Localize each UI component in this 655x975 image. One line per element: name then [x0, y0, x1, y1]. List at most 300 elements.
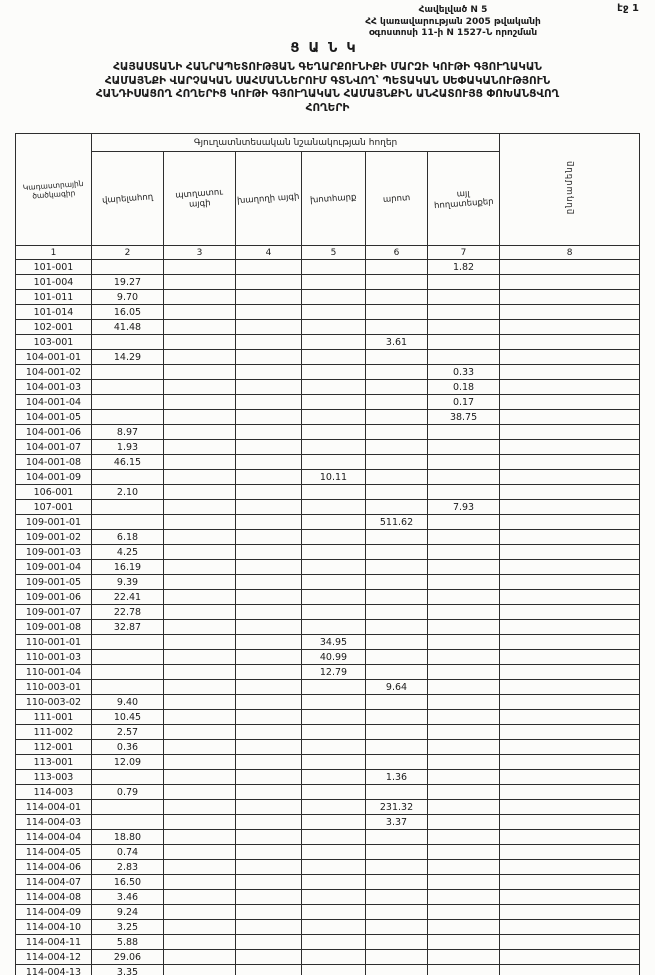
value-cell — [164, 470, 236, 485]
cadastral-code-cell: 104-001-07 — [16, 440, 92, 455]
value-cell — [428, 815, 500, 830]
value-cell — [302, 260, 366, 275]
cadastral-code-cell: 101-011 — [16, 290, 92, 305]
value-cell — [302, 785, 366, 800]
cadastral-code-cell: 104-001-08 — [16, 455, 92, 470]
cadastral-code-cell: 110-001-01 — [16, 635, 92, 650]
value-cell — [366, 395, 428, 410]
value-cell — [302, 530, 366, 545]
value-cell — [236, 590, 302, 605]
value-cell — [92, 815, 164, 830]
value-cell — [92, 650, 164, 665]
value-cell: 22.78 — [92, 605, 164, 620]
value-cell — [164, 875, 236, 890]
cadastral-code-cell: 114-004-04 — [16, 830, 92, 845]
value-cell — [366, 710, 428, 725]
value-cell: 40.99 — [302, 650, 366, 665]
value-cell — [302, 500, 366, 515]
value-cell — [428, 860, 500, 875]
cadastral-code-cell: 109-001-03 — [16, 545, 92, 560]
column-number: 7 — [428, 246, 500, 260]
value-cell — [366, 950, 428, 965]
value-cell — [164, 395, 236, 410]
value-cell — [366, 890, 428, 905]
value-cell — [236, 680, 302, 695]
value-cell — [500, 860, 640, 875]
value-cell — [302, 605, 366, 620]
table-row — [16, 605, 640, 620]
value-cell — [236, 470, 302, 485]
value-cell — [366, 485, 428, 500]
value-cell — [302, 395, 366, 410]
value-cell: 3.35 — [92, 965, 164, 975]
table-row — [16, 350, 640, 365]
value-cell — [302, 740, 366, 755]
value-cell: 0.33 — [428, 365, 500, 380]
column-number: 6 — [366, 246, 428, 260]
value-cell — [366, 380, 428, 395]
value-cell — [500, 770, 640, 785]
value-cell — [500, 335, 640, 350]
table-row — [16, 710, 640, 725]
cadastral-code-cell: 110-003-01 — [16, 680, 92, 695]
value-cell: 0.79 — [92, 785, 164, 800]
table-row — [16, 500, 640, 515]
value-cell — [92, 500, 164, 515]
table-row — [16, 650, 640, 665]
value-cell — [500, 410, 640, 425]
value-cell — [500, 905, 640, 920]
value-cell: 0.36 — [92, 740, 164, 755]
value-cell — [236, 875, 302, 890]
column-number: 5 — [302, 246, 366, 260]
value-cell — [164, 545, 236, 560]
value-cell — [302, 815, 366, 830]
value-cell — [428, 470, 500, 485]
value-cell — [428, 965, 500, 975]
value-cell — [366, 845, 428, 860]
cadastral-code-cell: 113-003 — [16, 770, 92, 785]
value-cell: 511.62 — [366, 515, 428, 530]
value-cell — [236, 530, 302, 545]
value-cell — [164, 830, 236, 845]
orchard-label: պտղատու այգի — [175, 186, 224, 210]
value-cell — [428, 935, 500, 950]
value-cell — [164, 365, 236, 380]
value-cell: 22.41 — [92, 590, 164, 605]
cadastral-code-cell: 114-003 — [16, 785, 92, 800]
table-row — [16, 590, 640, 605]
title-line-1: ՀԱՅԱՍՏԱՆԻ ՀԱՆՐԱՊԵՏՈՒԹՅԱՆ ԳԵՂԱՐՔՈՒՆԻՔԻ ՄԱՐԶԻ ԿՈՒԹԻ ԳՅՈՒՂԱԿԱՆ — [113, 61, 542, 73]
value-cell — [302, 695, 366, 710]
value-cell — [366, 920, 428, 935]
value-cell — [500, 500, 640, 515]
value-cell — [366, 785, 428, 800]
value-cell — [500, 815, 640, 830]
value-cell: 9.39 — [92, 575, 164, 590]
cadastral-code-cell: 114-004-08 — [16, 890, 92, 905]
cadastral-code-cell: 101-004 — [16, 275, 92, 290]
value-cell — [500, 260, 640, 275]
value-cell — [236, 380, 302, 395]
table-row — [16, 260, 640, 275]
value-cell — [164, 620, 236, 635]
value-cell — [428, 350, 500, 365]
value-cell — [302, 425, 366, 440]
value-cell — [366, 500, 428, 515]
value-cell — [164, 680, 236, 695]
value-cell — [302, 440, 366, 455]
value-cell: 8.97 — [92, 425, 164, 440]
value-cell — [92, 770, 164, 785]
value-cell — [302, 830, 366, 845]
value-cell: 9.64 — [366, 680, 428, 695]
value-cell — [236, 410, 302, 425]
value-cell — [428, 305, 500, 320]
value-cell — [164, 785, 236, 800]
value-cell — [366, 575, 428, 590]
value-cell — [366, 470, 428, 485]
cadastral-code-cell: 114-004-11 — [16, 935, 92, 950]
cadastral-code-cell: 110-001-04 — [16, 665, 92, 680]
value-cell — [164, 560, 236, 575]
value-cell — [500, 695, 640, 710]
cadastral-code-cell: 114-004-03 — [16, 815, 92, 830]
land-table — [15, 133, 640, 975]
cadastral-code-cell: 102-001 — [16, 320, 92, 335]
value-cell: 3.61 — [366, 335, 428, 350]
value-cell: 16.19 — [92, 560, 164, 575]
table-row — [16, 575, 640, 590]
value-cell: 2.57 — [92, 725, 164, 740]
cadastral-code-cell: 114-004-06 — [16, 860, 92, 875]
value-cell — [236, 485, 302, 500]
table-row — [16, 920, 640, 935]
value-cell — [302, 920, 366, 935]
value-cell — [164, 965, 236, 975]
value-cell — [164, 695, 236, 710]
value-cell — [500, 485, 640, 500]
value-cell — [236, 395, 302, 410]
value-cell — [428, 740, 500, 755]
table-row — [16, 275, 640, 290]
value-cell — [428, 830, 500, 845]
value-cell — [302, 575, 366, 590]
column-number: 2 — [92, 246, 164, 260]
value-cell — [366, 410, 428, 425]
value-cell — [500, 665, 640, 680]
value-cell — [428, 785, 500, 800]
value-cell — [428, 710, 500, 725]
table-row — [16, 515, 640, 530]
value-cell — [500, 560, 640, 575]
value-cell — [236, 965, 302, 975]
value-cell — [428, 695, 500, 710]
value-cell — [236, 920, 302, 935]
value-cell — [500, 455, 640, 470]
cadastral-code-cell: 113-001 — [16, 755, 92, 770]
value-cell: 12.79 — [302, 665, 366, 680]
value-cell — [236, 935, 302, 950]
table-row — [16, 395, 640, 410]
value-cell — [302, 800, 366, 815]
table-row — [16, 725, 640, 740]
value-cell — [500, 425, 640, 440]
value-cell — [92, 335, 164, 350]
table-row — [16, 935, 640, 950]
value-cell — [236, 770, 302, 785]
value-cell — [164, 755, 236, 770]
value-cell — [500, 395, 640, 410]
value-cell: 46.15 — [92, 455, 164, 470]
value-cell: 12.09 — [92, 755, 164, 770]
value-cell — [164, 935, 236, 950]
table-row — [16, 755, 640, 770]
cadastral-code-cell: 114-004-12 — [16, 950, 92, 965]
value-cell — [164, 665, 236, 680]
value-cell — [500, 350, 640, 365]
value-cell — [500, 965, 640, 975]
column-group-header: Գյուղատնտեսական նշանակության հողեր — [92, 134, 500, 152]
value-cell: 1.82 — [428, 260, 500, 275]
value-cell — [92, 410, 164, 425]
value-cell — [164, 575, 236, 590]
value-cell — [302, 275, 366, 290]
cadastral-code-cell: 109-001-06 — [16, 590, 92, 605]
value-cell — [236, 605, 302, 620]
total-label: ընդամենը — [564, 160, 575, 215]
value-cell — [366, 320, 428, 335]
value-cell — [428, 590, 500, 605]
table-row — [16, 860, 640, 875]
cadastral-code-label: Կադաստրային ծածկագիր — [22, 178, 84, 200]
value-cell — [428, 335, 500, 350]
value-cell — [302, 590, 366, 605]
value-cell: 10.11 — [302, 470, 366, 485]
cadastral-code-cell: 107-001 — [16, 500, 92, 515]
value-cell — [92, 800, 164, 815]
value-cell — [164, 920, 236, 935]
value-cell — [302, 305, 366, 320]
value-cell — [164, 725, 236, 740]
value-cell — [236, 260, 302, 275]
table-row — [16, 470, 640, 485]
value-cell — [302, 770, 366, 785]
cadastral-code-cell: 109-001-01 — [16, 515, 92, 530]
value-cell — [500, 830, 640, 845]
title-line-4: ՀՈՂԵՐԻ — [305, 101, 350, 114]
value-cell — [500, 680, 640, 695]
value-cell — [302, 965, 366, 975]
value-cell: 19.27 — [92, 275, 164, 290]
cadastral-code-cell: 112-001 — [16, 740, 92, 755]
cadastral-code-cell: 109-001-07 — [16, 605, 92, 620]
value-cell — [500, 620, 640, 635]
value-cell: 9.40 — [92, 695, 164, 710]
value-cell — [92, 395, 164, 410]
value-cell — [164, 740, 236, 755]
value-cell — [302, 905, 366, 920]
value-cell — [428, 455, 500, 470]
value-cell — [366, 605, 428, 620]
value-cell — [236, 845, 302, 860]
value-cell — [236, 785, 302, 800]
value-cell — [236, 440, 302, 455]
table-row — [16, 665, 640, 680]
value-cell — [236, 350, 302, 365]
value-cell — [164, 440, 236, 455]
appendix-block — [358, 5, 548, 40]
cadastral-code-cell: 114-004-09 — [16, 905, 92, 920]
value-cell: 3.25 — [92, 920, 164, 935]
value-cell: 9.24 — [92, 905, 164, 920]
value-cell — [302, 710, 366, 725]
value-cell — [500, 365, 640, 380]
value-cell: 18.80 — [92, 830, 164, 845]
table-row — [16, 965, 640, 975]
value-cell — [236, 515, 302, 530]
cadastral-code-cell: 103-001 — [16, 335, 92, 350]
page-number: էջ 1 — [617, 3, 639, 14]
value-cell — [366, 755, 428, 770]
value-cell — [428, 890, 500, 905]
table-row — [16, 560, 640, 575]
value-cell — [302, 410, 366, 425]
value-cell — [236, 695, 302, 710]
value-cell — [236, 635, 302, 650]
value-cell — [164, 485, 236, 500]
value-cell: 34.95 — [302, 635, 366, 650]
table-row — [16, 950, 640, 965]
table-row — [16, 380, 640, 395]
cadastral-code-cell: 109-001-05 — [16, 575, 92, 590]
value-cell — [366, 860, 428, 875]
value-cell: 0.18 — [428, 380, 500, 395]
decree-line-1: ՀՀ կառավարության 2005 թվականի — [365, 16, 541, 27]
value-cell — [164, 380, 236, 395]
value-cell — [366, 695, 428, 710]
value-cell: 29.06 — [92, 950, 164, 965]
value-cell — [164, 515, 236, 530]
value-cell — [428, 605, 500, 620]
other-lands-label: այլ հողատեսքեր — [433, 188, 494, 211]
value-cell — [500, 875, 640, 890]
value-cell — [302, 620, 366, 635]
value-cell — [500, 785, 640, 800]
value-cell: 3.37 — [366, 815, 428, 830]
cadastral-code-cell: 114-004-13 — [16, 965, 92, 975]
value-cell — [366, 290, 428, 305]
value-cell — [428, 515, 500, 530]
value-cell — [236, 860, 302, 875]
value-cell — [302, 860, 366, 875]
value-cell — [302, 680, 366, 695]
value-cell — [164, 845, 236, 860]
table-row — [16, 890, 640, 905]
value-cell — [236, 755, 302, 770]
value-cell: 7.93 — [428, 500, 500, 515]
table-row — [16, 290, 640, 305]
value-cell — [236, 665, 302, 680]
value-cell: 14.29 — [92, 350, 164, 365]
value-cell — [302, 545, 366, 560]
cadastral-code-cell: 104-001-02 — [16, 365, 92, 380]
value-cell — [366, 875, 428, 890]
cadastral-code-cell: 110-003-02 — [16, 695, 92, 710]
value-cell — [302, 755, 366, 770]
value-cell — [236, 425, 302, 440]
cadastral-code-cell: 109-001-02 — [16, 530, 92, 545]
value-cell: 0.74 — [92, 845, 164, 860]
title-line-3: ՀԱՆԴԻՍԱՑՈՂ ՀՈՂԵՐԻՑ ԿՈՒԹԻ ԳՅՈՒՂԱԿԱՆ ՀԱՄԱՅՆՔԻՆ ԱՆՀԱՏՈՒՅՑ ՓՈԽԱՆՑՎՈՂ — [95, 88, 560, 100]
value-cell — [500, 710, 640, 725]
table-row — [16, 305, 640, 320]
value-cell — [236, 950, 302, 965]
value-cell — [164, 815, 236, 830]
value-cell — [428, 545, 500, 560]
value-cell — [164, 635, 236, 650]
decree-line-2: օգոստոսի 11-ի N 1527-Ն որոշման — [368, 28, 538, 38]
value-cell — [164, 425, 236, 440]
table-row — [16, 455, 640, 470]
value-cell — [500, 590, 640, 605]
value-cell — [366, 455, 428, 470]
value-cell — [236, 830, 302, 845]
value-cell — [302, 350, 366, 365]
value-cell — [428, 770, 500, 785]
table-row — [16, 335, 640, 350]
value-cell — [236, 575, 302, 590]
value-cell — [428, 560, 500, 575]
value-cell — [236, 890, 302, 905]
value-cell — [366, 905, 428, 920]
value-cell — [164, 710, 236, 725]
value-cell — [236, 365, 302, 380]
table-row — [16, 530, 640, 545]
value-cell — [428, 275, 500, 290]
value-cell — [236, 545, 302, 560]
cadastral-code-cell: 104-001-09 — [16, 470, 92, 485]
value-cell: 2.83 — [92, 860, 164, 875]
value-cell: 10.45 — [92, 710, 164, 725]
value-cell: 4.25 — [92, 545, 164, 560]
value-cell — [302, 950, 366, 965]
column-header-hayfield — [302, 152, 366, 246]
table-row — [16, 320, 640, 335]
table-row — [16, 905, 640, 920]
value-cell — [500, 950, 640, 965]
value-cell — [500, 800, 640, 815]
value-cell — [428, 920, 500, 935]
value-cell — [500, 530, 640, 545]
value-cell — [428, 290, 500, 305]
column-number: 8 — [500, 246, 640, 260]
value-cell — [302, 845, 366, 860]
value-cell: 1.93 — [92, 440, 164, 455]
value-cell — [428, 620, 500, 635]
value-cell — [164, 860, 236, 875]
table-row — [16, 740, 640, 755]
value-cell — [428, 680, 500, 695]
value-cell — [236, 740, 302, 755]
value-cell — [236, 620, 302, 635]
value-cell — [164, 260, 236, 275]
value-cell — [302, 365, 366, 380]
value-cell — [164, 770, 236, 785]
value-cell — [366, 305, 428, 320]
value-cell: 16.50 — [92, 875, 164, 890]
column-header-other-lands — [428, 152, 500, 246]
